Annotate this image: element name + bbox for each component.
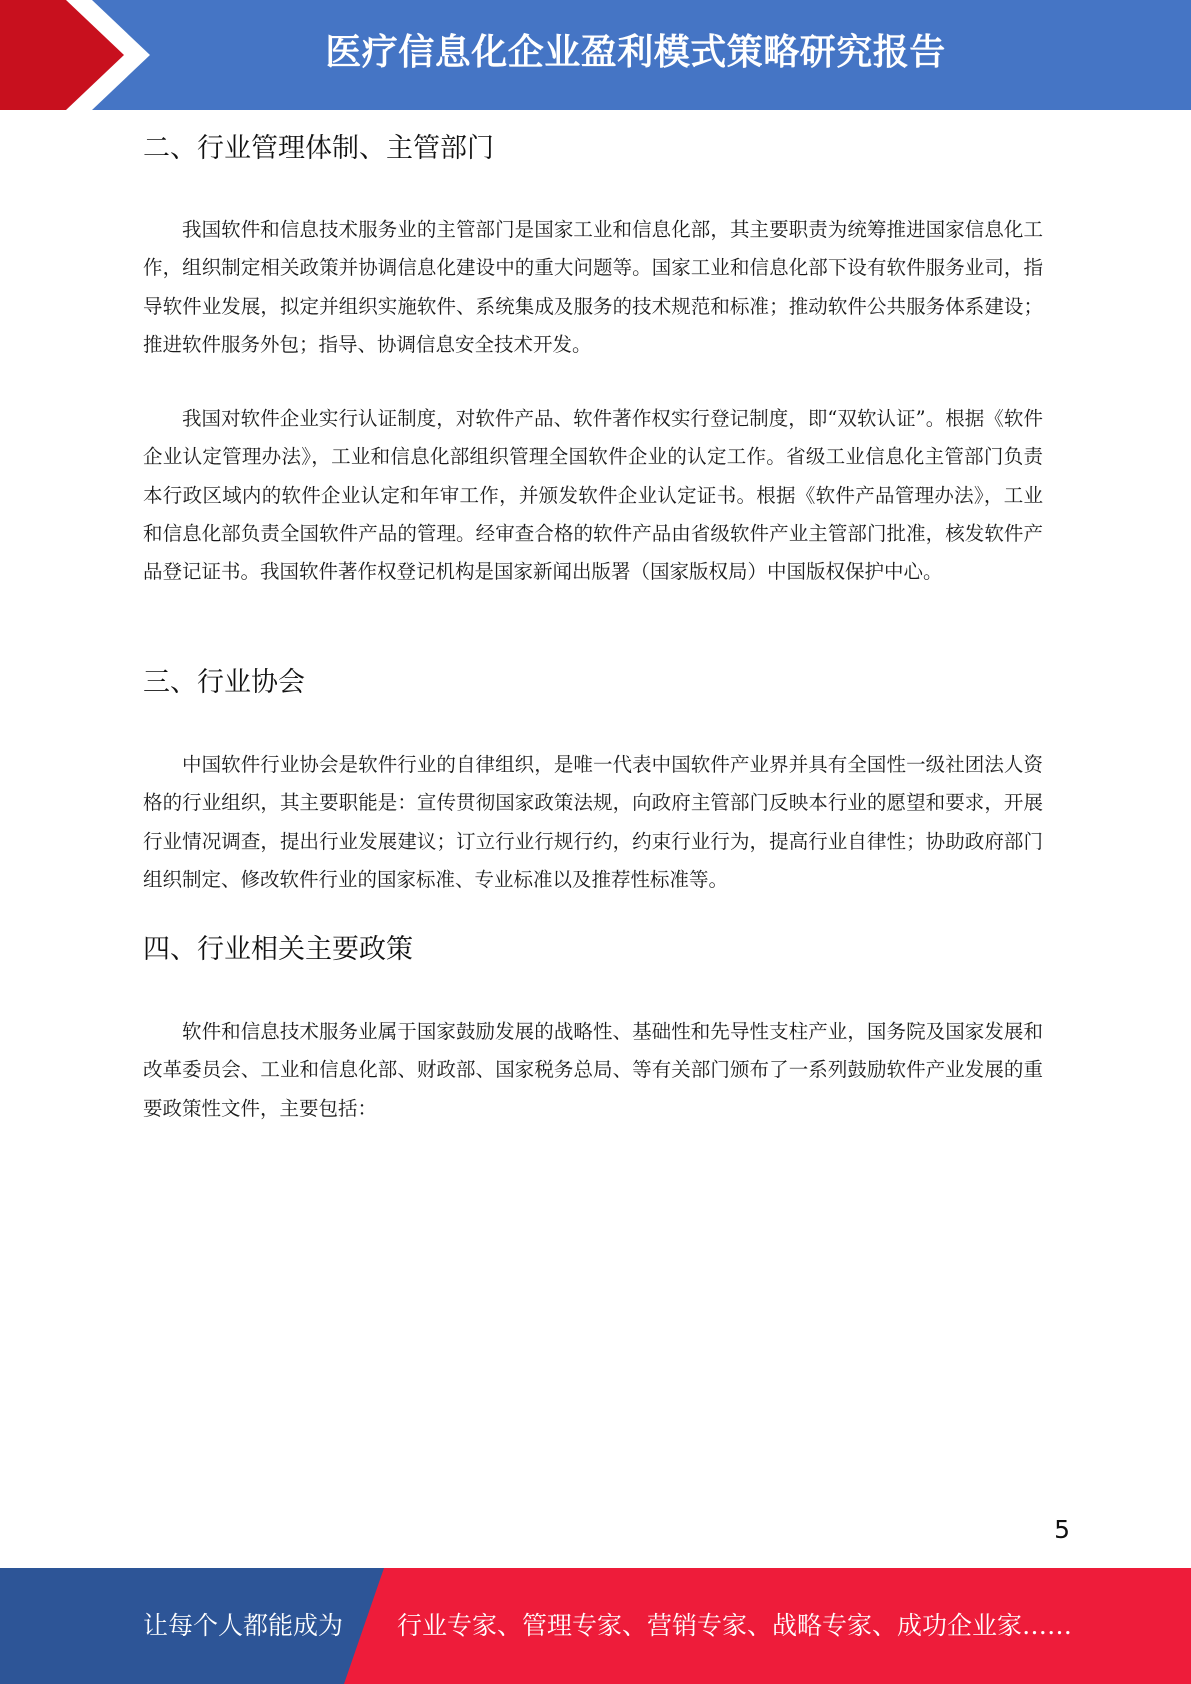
header-banner	[0, 0, 1191, 110]
paragraph: 软件和信息技术服务业属于国家鼓励发展的战略性、基础性和先导性支柱产业，国务院及国家发展和改革委员会、工业和信息化部、财政部、国家税务总局、等有关部门颁布了一系列鼓励软件产业发展的重要政策性文件，主要包括：	[143, 1020, 1043, 1120]
footer-slogan-left: 让每个人都能成为	[143, 1611, 344, 1640]
paragraph: 中国软件行业协会是软件行业的自律组织，是唯一代表中国软件产业界并具有全国性一级社团法人资格的行业组织，其主要职能是：宣传贯彻国家政策法规，向政府主管部门反映本行业的愿望和要求，开展行业情况调查，提出行业发展建议；订立行业行规行约，约束行业行为，提高行业自律性；协助政府部门组织制定、修改软件行业的国家标准、专业标准以及推荐性标准等。	[143, 753, 1043, 891]
section-heading-management: 二、行业管理体制、主管部门	[143, 133, 494, 164]
footer-banner	[0, 1568, 1191, 1684]
footer-slogan-right: 行业专家、管理专家、营销专家、战略专家、成功企业家……	[397, 1611, 1073, 1640]
page-number: 5	[1054, 1515, 1070, 1544]
paragraph: 我国软件和信息技术服务业的主管部门是国家工业和信息化部，其主要职责为统筹推进国家信息化工作，组织制定相关政策并协调信息化建设中的重大问题等。国家工业和信息化部下设有软件服务业司，指导软件业发展，拟定并组织实施软件、系统集成及服务的技术规范和标准；推动软件公共服务体系建设；推进软件服务外包；指导、协调信息安全技术开发。	[143, 218, 1043, 356]
document-title: 医疗信息化企业盈利模式策略研究报告	[325, 32, 946, 73]
section-heading-association: 三、行业协会	[143, 667, 305, 698]
section-heading-policies: 四、行业相关主要政策	[143, 934, 413, 965]
paragraph: 我国对软件企业实行认证制度，对软件产品、软件著作权实行登记制度，即“双软认证”。根据《软件企业认定管理办法》，工业和信息化部组织管理全国软件企业的认定工作。省级工业信息化主管部门负责本行政区域内的软件企业认定和年审工作，并颁发软件企业认定证书。根据《软件产品管理办法》，工业和信息化部负责全国软件产品的管理。经审查合格的软件产品由省级软件产业主管部门批准，核发软件产品登记证书。我国软件著作权登记机构是国家新闻出版署（国家版权局）中国版权保护中心。	[143, 407, 1043, 584]
header-arrow-decoration	[0, 0, 160, 110]
